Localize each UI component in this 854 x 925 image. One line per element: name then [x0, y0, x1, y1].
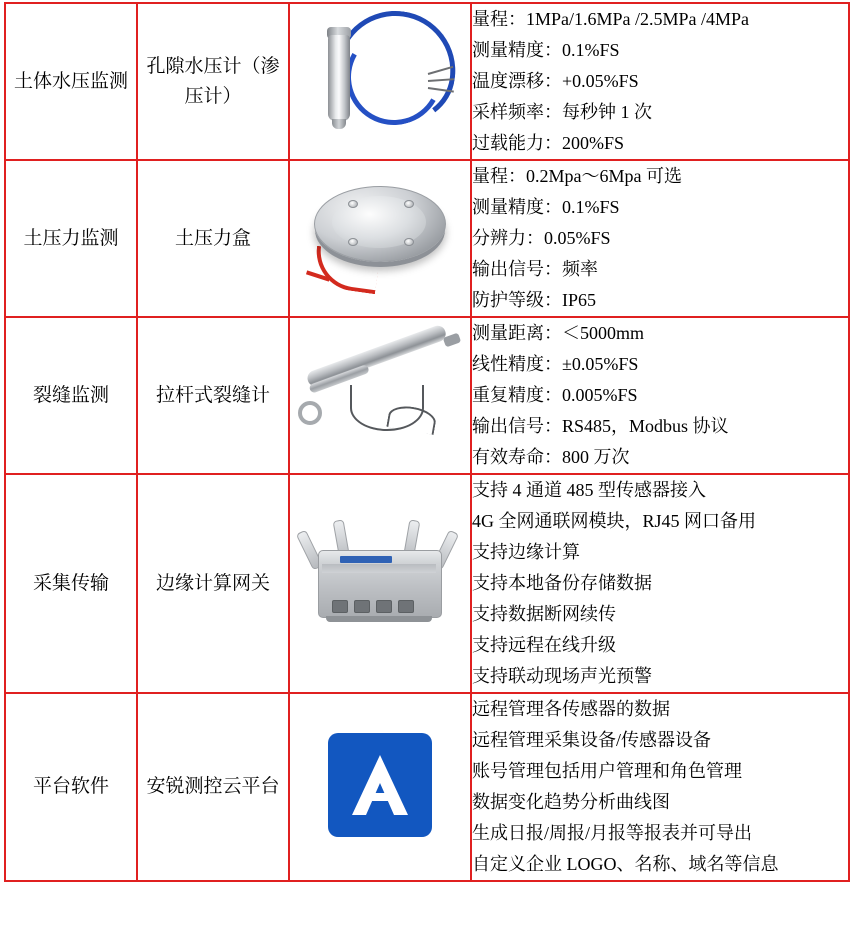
spec-line: 过载能力：200%FS — [472, 133, 625, 153]
spec-line: 线性精度：±0.05%FS — [472, 354, 639, 374]
sensor-tip-icon — [332, 119, 346, 129]
spec-line: 支持数据断网续传 — [472, 604, 616, 624]
sensor-body-icon — [328, 35, 350, 121]
spec-line: 远程管理采集设备/传感器设备 — [472, 730, 711, 750]
gateway-port-icon — [398, 600, 414, 613]
spec-line: 数据变化趋势分析曲线图 — [472, 792, 670, 812]
spec-line: 重复精度：0.005%FS — [472, 385, 638, 405]
edge-gateway-photo — [292, 506, 468, 656]
row-category: 土体水压监测 — [5, 3, 137, 160]
spec-line: 远程管理各传感器的数据 — [472, 699, 670, 719]
spec-line: 自定义企业 LOGO、名称、域名等信息 — [472, 854, 779, 874]
anrui-cloud-logo — [328, 733, 432, 837]
spec-line: 温度漂移：+0.05%FS — [472, 71, 639, 91]
spec-line: 支持联动现场声光预警 — [472, 666, 652, 686]
table-row — [5, 693, 849, 881]
row-category: 土压力监测 — [5, 160, 137, 317]
table-row — [5, 160, 849, 317]
spec-line: 量程：1MPa/1.6MPa /2.5MPa /4MPa — [472, 9, 750, 29]
monitoring-equipment-table — [4, 2, 850, 882]
row-category: 平台软件 — [5, 693, 137, 881]
spec-line: 测量精度：0.1%FS — [472, 40, 620, 60]
row-image — [289, 317, 471, 474]
gateway-port-icon — [332, 600, 348, 613]
row-device: 边缘计算网关 — [137, 474, 289, 693]
piezometer-photo — [292, 5, 468, 153]
row-image — [289, 693, 471, 881]
table-row — [5, 3, 849, 160]
spec-line: 4G 全网通联网模块，RJ45 网口备用 — [472, 511, 757, 531]
gateway-stripe-icon — [322, 564, 436, 573]
table-row — [5, 317, 849, 474]
spec-line: 分辨力：0.05%FS — [472, 228, 611, 248]
row-category: 裂缝监测 — [5, 317, 137, 474]
bolt-icon — [348, 200, 358, 208]
crack-meter-eyelet-icon — [298, 401, 322, 425]
sensor-wire-ends-icon — [428, 69, 462, 99]
spec-line: 测量距离：＜5000mm — [472, 323, 645, 343]
table-row — [5, 474, 849, 693]
spec-line: 支持本地备份存储数据 — [472, 573, 652, 593]
spec-line: 生成日报/周报/月报等报表并可导出 — [472, 823, 753, 843]
row-category: 采集传输 — [5, 474, 137, 693]
spec-line: 支持边缘计算 — [472, 542, 580, 562]
crack-meter-photo — [292, 323, 468, 463]
spec-line: 输出信号：RS485，Modbus 协议 — [472, 416, 729, 436]
spec-line: 采样频率：每秒钟 1 次 — [472, 102, 652, 122]
spec-line: 支持 4 通道 485 型传感器接入 — [472, 480, 706, 500]
spec-line: 支持远程在线升级 — [472, 635, 616, 655]
row-device: 土压力盒 — [137, 160, 289, 317]
row-device: 安锐测控云平台 — [137, 693, 289, 881]
spec-line: 防护等级：IP65 — [472, 290, 597, 310]
row-specs — [471, 317, 849, 474]
bolt-icon — [348, 238, 358, 246]
spec-line: 输出信号：频率 — [472, 259, 598, 279]
logo-a-mark-icon — [328, 733, 432, 837]
row-specs — [471, 474, 849, 693]
gateway-port-icon — [376, 600, 392, 613]
spec-line: 测量精度：0.1%FS — [472, 197, 620, 217]
gateway-label-icon — [340, 556, 392, 563]
spec-line: 量程：0.2Mpa～6Mpa 可选 — [472, 166, 682, 186]
row-specs — [471, 693, 849, 881]
spec-line: 账号管理包括用户管理和角色管理 — [472, 761, 742, 781]
row-device: 拉杆式裂缝计 — [137, 317, 289, 474]
row-specs — [471, 160, 849, 317]
bolt-icon — [404, 238, 414, 246]
bolt-icon — [404, 200, 414, 208]
row-image — [289, 474, 471, 693]
row-image — [289, 3, 471, 160]
row-device: 孔隙水压计（渗压计） — [137, 3, 289, 160]
row-specs — [471, 3, 849, 160]
earth-pressure-cell-photo — [292, 166, 468, 306]
row-image — [289, 160, 471, 317]
gateway-port-icon — [354, 600, 370, 613]
spec-line: 有效寿命：800 万次 — [472, 447, 630, 467]
gateway-base-icon — [326, 616, 432, 622]
